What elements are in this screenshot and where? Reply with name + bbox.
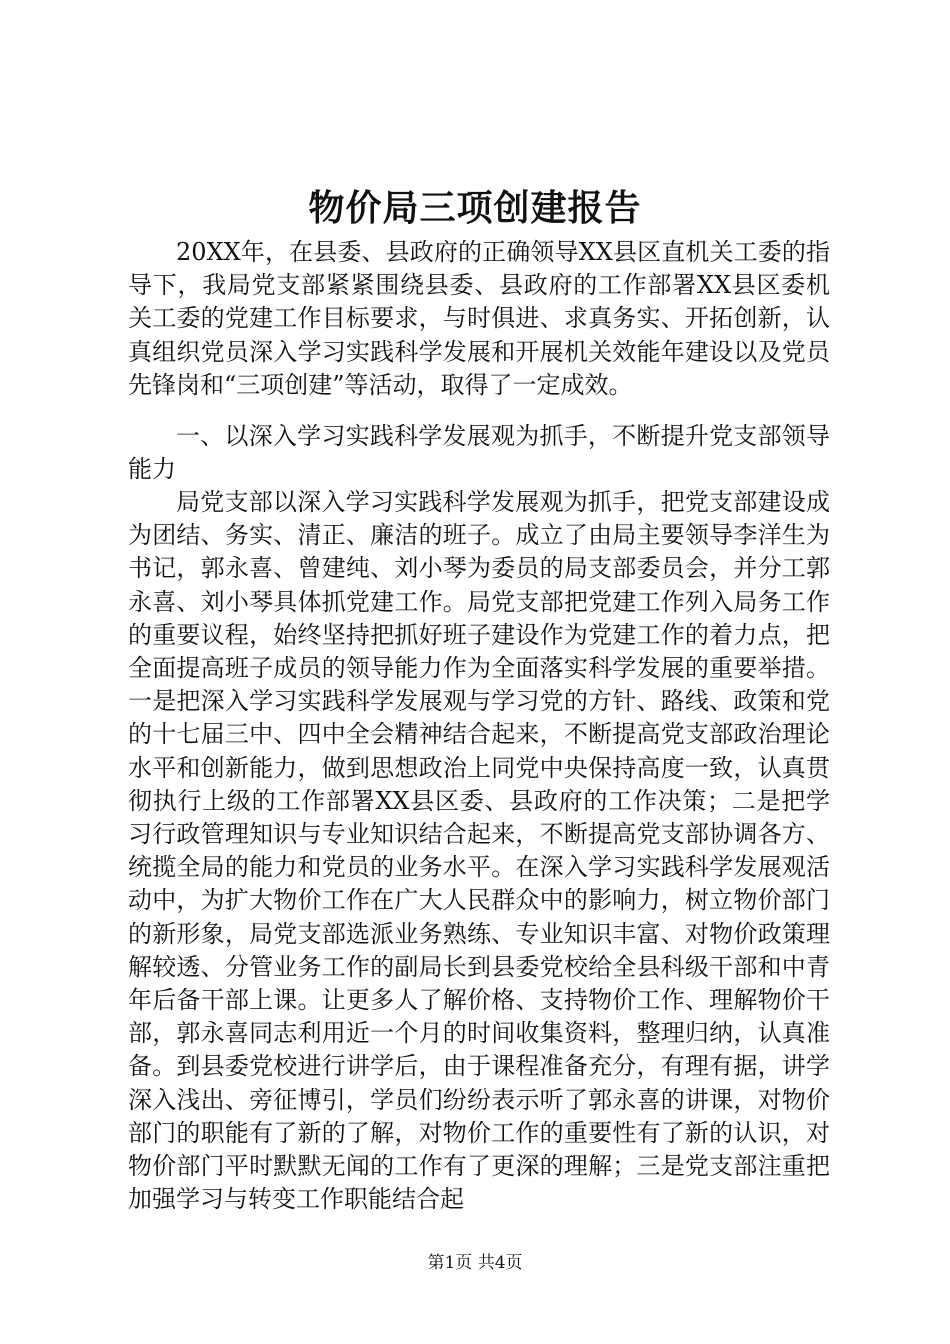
document-title: 物价局三项创建报告 <box>308 187 642 229</box>
section-1-heading: 一、以深入学习实践科学发展观为抓手，不断提升党支部领导能力 <box>128 422 830 484</box>
section-1-paragraph: 局党支部以深入学习实践科学发展观为抓手，把党支部建设成为团结、务实、清正、廉洁的班子。成立了由局主要领导李洋生为书记，郭永喜、曾建纯、刘小琴为委员的局支部委员会，并分工郭永喜、刘小琴具体抓党建工作。局党支部把党建工作列入局务工作的重要议程，始终坚持把抓好班子建设作为党建工作的着力点，把全面提高班子成员的领导能力作为全面落实科学发展的重要举措。一是把深入学习实践科学发展观与学习党的方针、路线、政策和党的十七届三中、四中全会精神结合起来，不断提高党支部政治理论水平和创新能力，做到思想政治上同党中央保持高度一致，认真贯彻执行上级的工作部署XX县区委、县政府的工作决策；二是把学习行政管理知识与专业知识结合起来，不断提高党支部协调各方、统揽全局的能力和党员的业务水平。在深入学习实践科学发展观活动中，为扩大物价工作在广大人民群众中的影响力，树立物价部门的新形象，局党支部选派业务熟练、专业知识丰富、对物价政策理解较透、分管业务工作的副局长到县委党校给全县科级干部和中青年后备干部上课。让更多人了解价格、支持物价工作、理解物价干部，郭永喜同志利用近一个月的时间收集资料，整理归纳，认真准备。到县委党校进行讲学后，由于课程准备充分，有理有据，讲学深入浅出、旁征博引，学员们纷纷表示听了郭永喜的讲课，对物价部门的职能有了新的了解，对物价工作的重要性有了新的认识，对物价部门平时默默无闻的工作有了更深的理解；三是党支部注重把加强学习与转变工作职能结合起 <box>128 488 830 1214</box>
intro-paragraph: 20XX年，在县委、县政府的正确领导XX县区直机关工委的指导下，我局党支部紧紧围绕县委、县政府的工作部署XX县区委机关工委的党建工作目标要求，与时俱进、求真务实、开拓创新，认真组织党员深入学习实践科学发展和开展机关效能年建设以及党员先锋岗和“三项创建”等活动，取得了一定成效。 <box>128 238 830 399</box>
page-footer: 第1页 共4页 <box>427 1253 523 1273</box>
